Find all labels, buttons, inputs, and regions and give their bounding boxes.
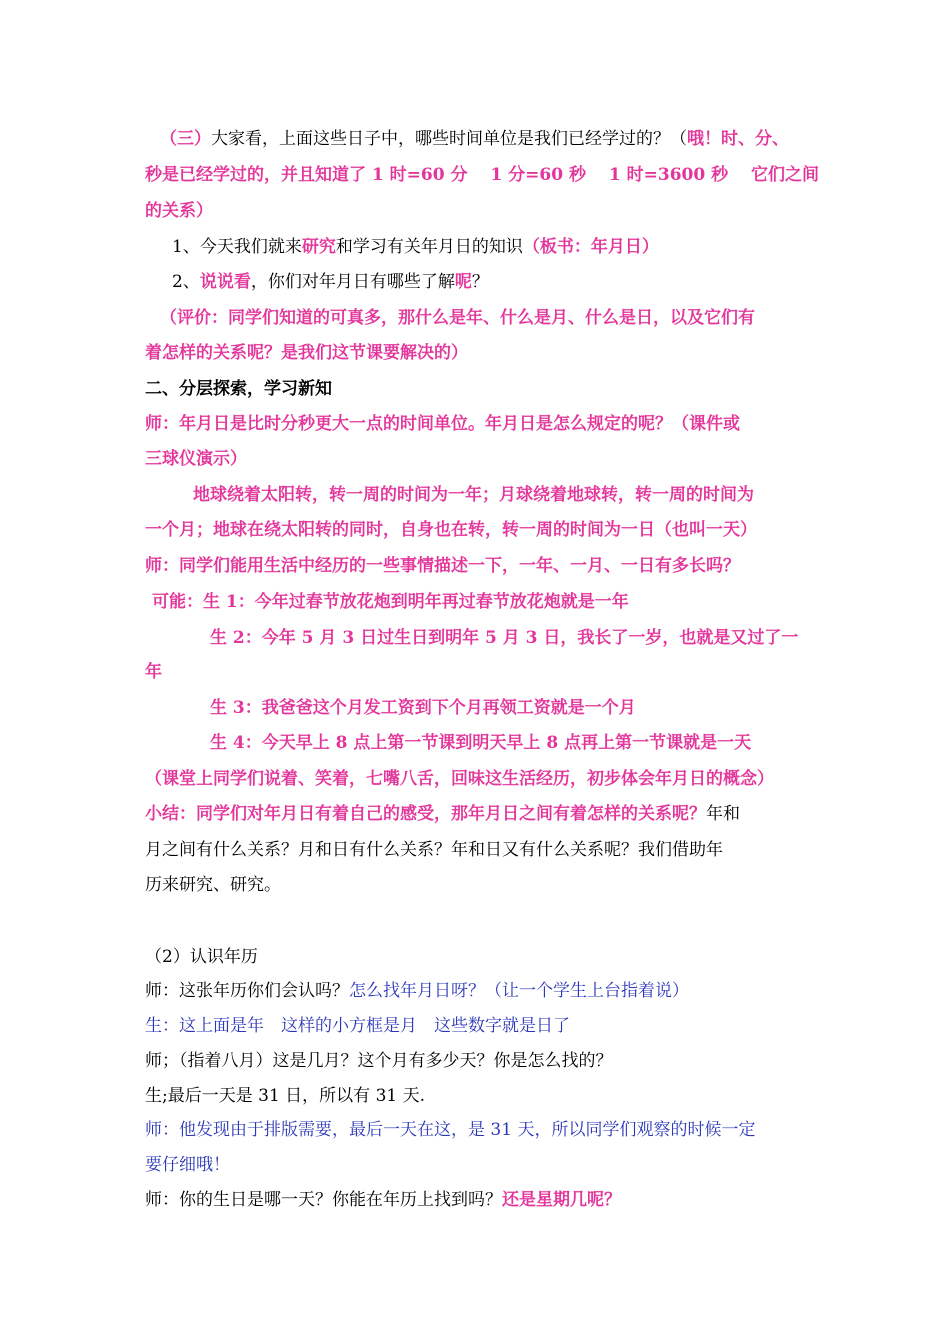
- line-evaluation-cont: 着怎样的关系呢？是我们这节课要解决的）: [145, 343, 468, 363]
- item-2-number: 2、: [172, 272, 200, 292]
- line-class-note: （课堂上同学们说着、笑着，七嘴八舌，回味这生活经历，初步体会年月日的概念）: [145, 769, 774, 789]
- item-2-text: ，你们对年月日有哪些了解: [250, 272, 455, 292]
- line-calendar-5: 师：他发现由于排版需要，最后一天在这，是 31 天，所以同学们观察的时候一定: [145, 1120, 756, 1140]
- section-heading: 二、分层探索，学习新知: [145, 379, 332, 399]
- line-answer-cont: 秒是已经学过的，并且知道了 1 时=60 分 1 分=60 秒 1 时=3600 秒 它们之间: [145, 165, 820, 185]
- line-calendar-4: 生;最后一天是 31 日，所以有 31 天.: [145, 1086, 426, 1106]
- item-1-text: 1、今天我们就来: [172, 237, 302, 257]
- line-item-2: [172, 270, 910, 294]
- line-teacher-1: 师：年月日是比时分秒更大一点的时间单位。年月日是怎么规定的呢？（课件或: [145, 414, 740, 434]
- item-1-text-cont: 和学习有关年月日的知识: [335, 237, 523, 257]
- calendar-question: 师：这张年历你们会认吗？: [145, 981, 349, 1001]
- line-evaluation: （评价：同学们知道的可真多，那什么是年、什么是月、什么是日，以及它们有: [160, 308, 755, 328]
- birthday-question: 师：你的生日是哪一天？你能在年历上找到吗？: [145, 1190, 502, 1210]
- question-text: 大家看，上面这些日子中，哪些时间单位是我们已经学过的？（: [211, 129, 687, 149]
- line-student-3: 生 3：我爸爸这个月发工资到下个月再领工资就是一个月: [210, 698, 636, 718]
- line-teacher-1-cont: 三球仪演示）: [145, 449, 247, 469]
- line-summary: [145, 802, 910, 826]
- line-calendar-3: 师；（指着八月）这是几月？这个月有多少天？你是怎么找的？: [145, 1051, 613, 1071]
- line-calendar-6: [145, 1188, 910, 1212]
- line-item-1: [172, 235, 910, 259]
- line-student-1: 可能：生 1：今年过春节放花炮到明年再过春节放花炮就是一年: [152, 592, 629, 612]
- answer-text: 哦！时、分、: [687, 129, 789, 149]
- line-summary-end: 历来研究、研究。: [145, 875, 281, 895]
- line-calendar-5-cont: 要仔细哦！: [145, 1155, 230, 1175]
- subsection-heading: （2）认识年历: [145, 947, 258, 967]
- line-answer-end: 的关系）: [145, 201, 213, 221]
- item-1-highlight: 研究: [301, 237, 336, 257]
- calendar-question-blue: 怎么找年月日呀？（让一个学生上台指着说）: [349, 981, 689, 1001]
- section-number: （三）: [160, 129, 211, 149]
- board-note: （板书：年月日）: [522, 237, 659, 257]
- line-explanation-cont: 一个月；地球在绕太阳转的同时，自身也在转，转一周的时间为一日（也叫一天）: [145, 520, 757, 540]
- line-summary-cont: 月之间有什么关系？月和日有什么关系？年和日又有什么关系呢？我们借助年: [145, 840, 723, 860]
- line-student-2-cont: 年: [145, 662, 162, 682]
- item-2-highlight: 说说看: [199, 272, 251, 292]
- summary-text: 小结：同学们对年月日有着自己的感受，那年月日之间有着怎样的关系呢？: [145, 804, 706, 824]
- line-calendar-1: [145, 979, 910, 1003]
- summary-question: 年和: [706, 804, 740, 824]
- line-calendar-2: 生：这上面是年 这样的小方框是月 这些数字就是日了: [145, 1016, 570, 1036]
- item-2-highlight-2: 呢: [454, 272, 472, 292]
- line-student-2: 生 2：今年 5 月 3 日过生日到明年 5 月 3 日，我长了一岁，也就是又过了一: [210, 628, 799, 648]
- line-teacher-2: 师：同学们能用生活中经历的一些事情描述一下，一年、一月、一日有多长吗？: [145, 556, 740, 576]
- line-intro-question: [160, 127, 910, 151]
- weekday-question: 还是星期几呢？: [502, 1190, 621, 1210]
- line-explanation: 地球绕着太阳转，转一周的时间为一年；月球绕着地球转，转一周的时间为: [193, 485, 754, 505]
- line-student-4: 生 4：今天早上 8 点上第一节课到明天早上 8 点再上第一节课就是一天: [210, 733, 752, 753]
- item-2-end: ？: [471, 272, 489, 292]
